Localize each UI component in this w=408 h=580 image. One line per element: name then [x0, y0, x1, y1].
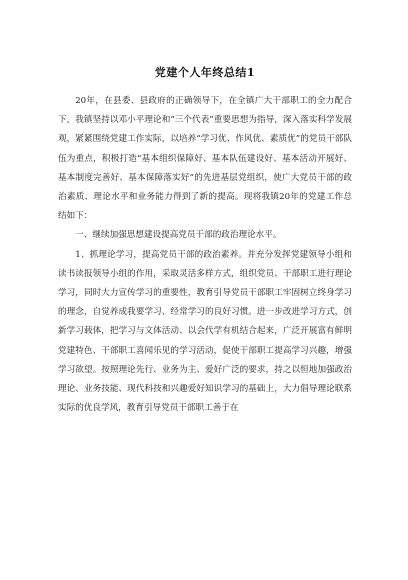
section-heading-1: 一、继续加强思想建设提高党员干部的政治理论水平。 — [75, 230, 282, 241]
document-title: 党建个人年终总结1 — [154, 66, 256, 79]
intro-paragraph: 20年，在县委、县政府的正确领导下，在全镇广大干部职工的全力配合下，我镇坚持以邓小平理论和“三个代表”重要思想为指导，深入落实科学发展观，紧紧围绕党建工作实际，以培养“学习优、作风优、素质优”的党员干部队伍为重点，积极打造“基本组织保障好、基本队伍建设好、基本活动开展好、基本制度完善好、基本保障落实好”的先进基层党组织，使广大党员干部的政治素质、理论水平和业务能力得到了新的提高。现将我镇20年的党建工作总结如下： — [58, 96, 352, 222]
section-1-paragraph: 1、抓理论学习，提高党员干部的政治素养。并充分发挥党建领导小组和读书读报领导小组的作用，采取灵活多样方式，组织党员、干部职工进行理论学习，同时大力宣传学习的重要性，教育引导党员干部职工牢固树立终身学习的理念，自觉养成我要学习、经常学习的良好习惯。进一步改进学习方式，创新学习载体，把学习与文体活动、以会代学有机结合起来，广泛开展富有鲜明党建特色、干部职工喜闻乐见的学习活动，促使干部职工提高学习兴趣，增强学习欲望。按照理论先行、业务为主、爱好广泛的要求，持之以恒地加强政治理论、业务技能、现代科技和兴趣爱好知识学习的基础上，大力倡导理论联系实际的优良学风，教育引导党员干部职工善于在 — [58, 249, 352, 414]
